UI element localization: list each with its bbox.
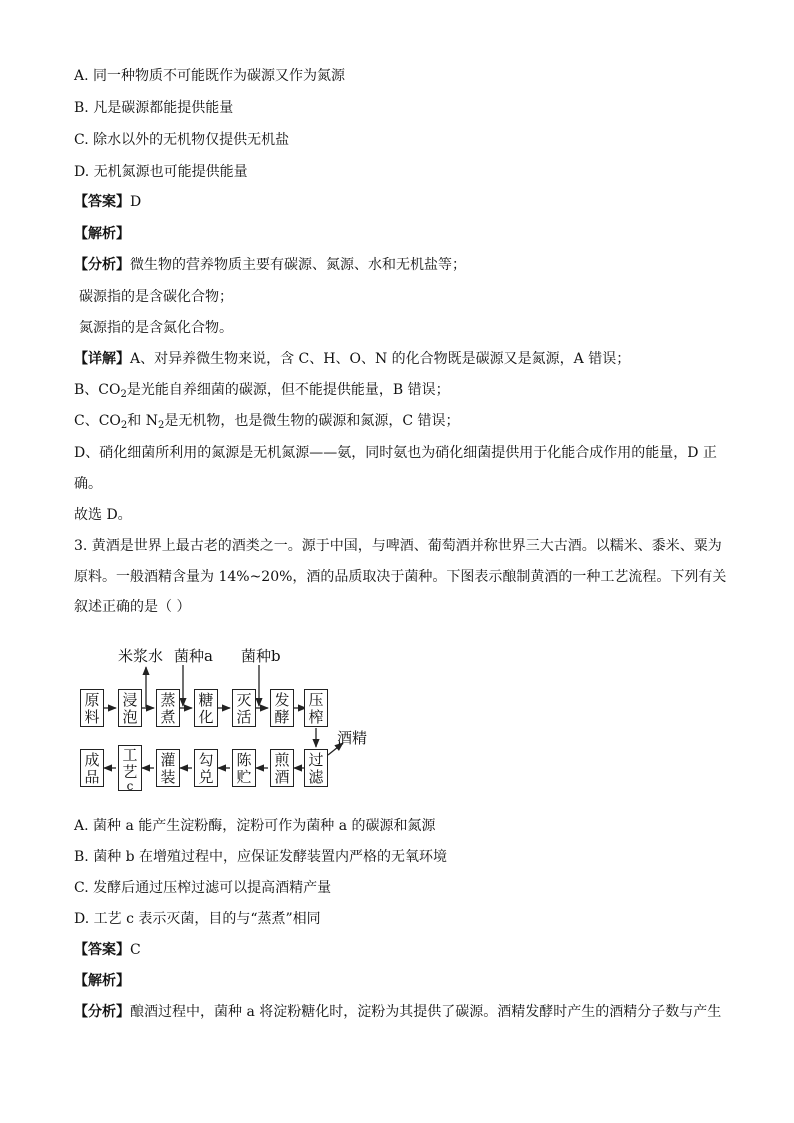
fenxi-tag: 【分析】 (74, 257, 130, 273)
q2-fenxi-line-3: 氮源指的是含氮化合物。 (79, 320, 233, 336)
subscript: 2 (120, 420, 128, 431)
subscript: 2 (120, 389, 127, 400)
flow-box-goudui: 勾 兑 (194, 749, 218, 787)
xiangjie-a-text: A、对异养微生物来说，含 C、H、O、N 的化合物既是碳源又是氮源，A 错误； (130, 351, 631, 367)
label-junzhong-b: 菌种b (241, 647, 281, 665)
flow-box-yuanliao: 原 料 (80, 689, 104, 727)
q3-jiexi-tag: 【解析】 (74, 973, 130, 989)
q2-xiangjie-d-line-2: 确。 (74, 476, 102, 492)
fenxi-text: 酿酒过程中，菌种 a 将淀粉糖化时，淀粉为其提供了碳源。酒精发酵时产生的酒精分子数与产生 (130, 1004, 722, 1020)
q2-xiangjie-d-line-1: D、硝化细菌所利用的氮源是无机氮源——氨，同时氨也为硝化细菌提供用于化能合成作用的能量，D 正 (74, 445, 717, 461)
q2-fenxi-line-2: 碳源指的是含碳化合物； (79, 289, 233, 305)
q2-jiexi-tag: 【解析】 (74, 226, 130, 242)
label-junzhong-a: 菌种a (174, 647, 213, 665)
q3-stem-line-3: 叙述正确的是（ ） (74, 599, 191, 615)
q3-option-c: C. 发酵后通过压榨过滤可以提高酒精产量 (74, 880, 332, 896)
xiangjie-c-pre: C、CO (74, 413, 121, 429)
fenxi-text: 微生物的营养物质主要有碳源、氮源、水和无机盐等； (130, 257, 466, 273)
label-mijiangshui: 米浆水 (118, 647, 164, 665)
q3-answer (74, 941, 141, 959)
flow-box-miehuo: 灭 活 (232, 689, 256, 727)
q3-stem-line-2: 原料。一般酒精含量为 14%~20%，酒的品质取决于菌种。下图表示酿制黄酒的一种工艺流程。下列有关 (74, 569, 727, 585)
flow-box-gongyi-c: 工 艺 c (118, 745, 142, 791)
fenxi-tag: 【分析】 (74, 1004, 130, 1020)
q2-option-a: A. 同一种物质不可能既作为碳源又作为氮源 (74, 68, 346, 84)
answer-value: D (130, 194, 142, 210)
flow-box-jianjiu: 煎 酒 (270, 749, 294, 787)
answer-tag: 【答案】 (74, 194, 130, 210)
flow-box-tanghua: 糖 化 (194, 689, 218, 727)
q3-option-b: B. 菌种 b 在增殖过程中，应保证发酵装置内严格的无氧环境 (74, 849, 448, 865)
flow-box-zhengzhu: 蒸 煮 (156, 689, 180, 727)
q3-option-a: A. 菌种 a 能产生淀粉酶，淀粉可作为菌种 a 的碳源和氮源 (74, 818, 436, 834)
flow-box-guolv: 过 滤 (304, 749, 328, 787)
flow-box-chengpin: 成 品 (80, 749, 104, 787)
xiangjie-c-mid: 和 N (127, 413, 158, 429)
flow-box-yazha: 压 榨 (304, 689, 328, 727)
label-jiujing: 酒精 (337, 729, 368, 747)
q2-option-c: C. 除水以外的无机物仅提供无机盐 (74, 132, 290, 148)
flow-box-chenzhu: 陈 贮 (232, 749, 256, 787)
xiangjie-tag: 【详解】 (74, 351, 130, 367)
flow-box-jinpao: 浸 泡 (118, 689, 142, 727)
q2-option-b: B. 凡是碳源都能提供能量 (74, 100, 234, 116)
xiangjie-b-post: 是光能自养细菌的碳源，但不能提供能量，B 错误； (126, 382, 450, 398)
q3-fenxi (74, 1003, 721, 1021)
answer-value: C (130, 942, 141, 958)
q2-option-d: D. 无机氮源也可能提供能量 (74, 164, 248, 180)
q3-stem-line-1: 3. 黄酒是世界上最古老的酒类之一。源于中国，与啤酒、葡萄酒并称世界三大古酒。以糯米、黍米、粟为 (74, 538, 722, 554)
xiangjie-b-pre: B、CO (74, 382, 121, 398)
xiangjie-c-post: 是无机物，也是微生物的碳源和氮源，C 错误； (164, 413, 460, 429)
answer-tag: 【答案】 (74, 942, 130, 958)
flow-box-guanzhuang: 灌 装 (156, 749, 180, 787)
subscript: 2 (157, 420, 165, 431)
q3-option-d: D. 工艺 c 表示灭菌，目的与“蒸煮”相同 (74, 911, 321, 927)
q2-conclusion: 故选 D。 (74, 507, 132, 523)
flow-box-fajiao: 发 酵 (270, 689, 294, 727)
